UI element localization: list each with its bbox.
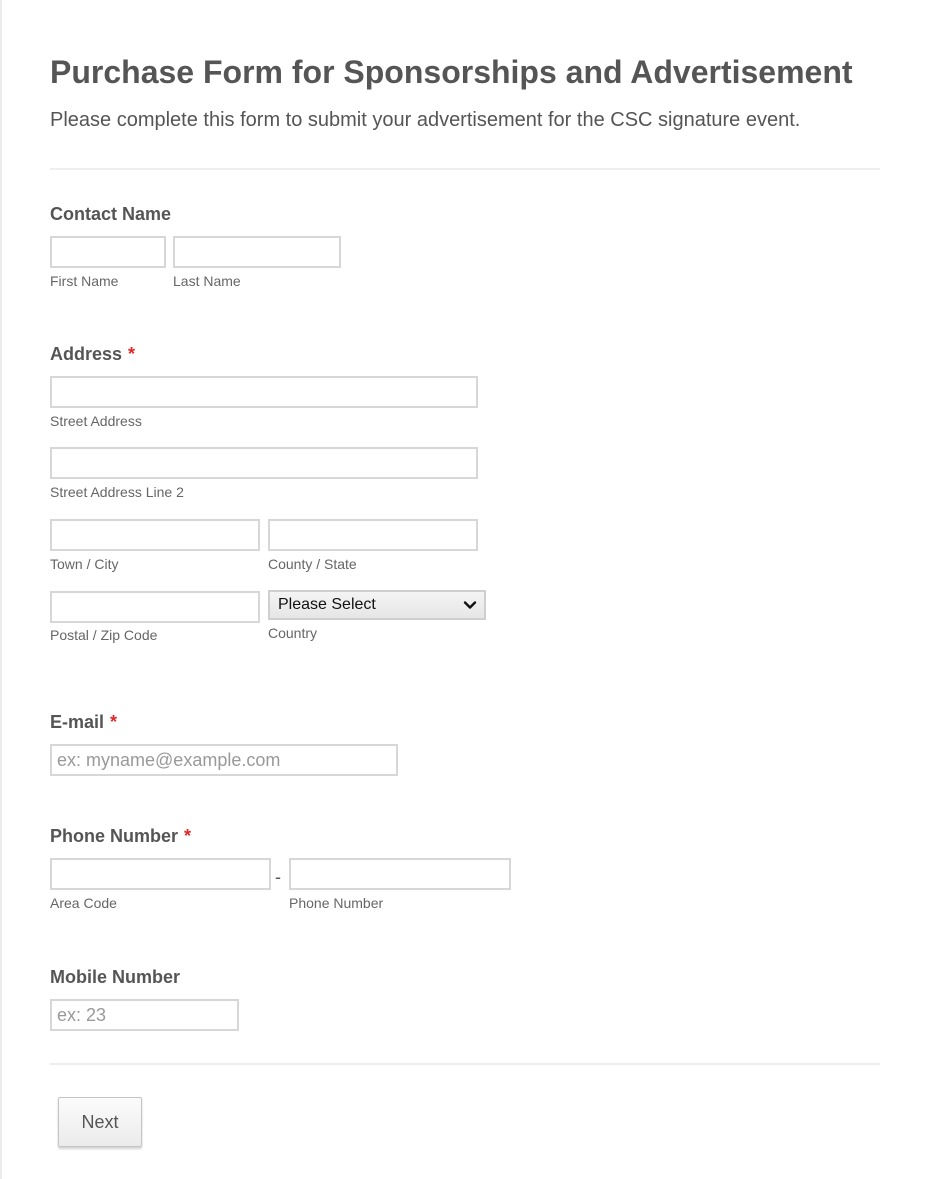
- email-label: [50, 712, 117, 733]
- city-input[interactable]: [50, 519, 260, 551]
- header-divider: [50, 168, 880, 170]
- last-name-sublabel: Last Name: [173, 273, 241, 289]
- email-input[interactable]: [50, 744, 398, 776]
- phone-number-sublabel: Phone Number: [289, 895, 384, 911]
- required-marker: *: [184, 826, 192, 846]
- address-label: [50, 344, 135, 365]
- phone-label-text: Phone Number: [50, 826, 179, 846]
- required-marker: *: [128, 344, 136, 364]
- first-name-input[interactable]: [50, 236, 166, 268]
- country-sublabel: Country: [268, 625, 318, 641]
- mobile-number-input[interactable]: [50, 999, 239, 1031]
- address-label-text: Address: [50, 344, 123, 364]
- area-code-sublabel: Area Code: [50, 895, 117, 911]
- chevron-down-icon: [462, 597, 478, 613]
- mobile-label-text: Mobile Number: [50, 967, 181, 987]
- form-title: Purchase Form for Sponsorships and Advertisement: [50, 54, 853, 90]
- state-sublabel: County / State: [268, 556, 357, 572]
- country-select-value: Please Select: [278, 596, 376, 613]
- street-address-input[interactable]: [50, 376, 478, 408]
- postal-code-sublabel: Postal / Zip Code: [50, 627, 158, 643]
- postal-code-input[interactable]: [50, 591, 260, 623]
- page-edge: [0, 0, 2, 1179]
- phone-number-input[interactable]: [289, 858, 511, 890]
- city-sublabel: Town / City: [50, 556, 119, 572]
- email-label-text: E-mail: [50, 712, 105, 732]
- street-address-line2-sublabel: Street Address Line 2: [50, 484, 184, 500]
- state-input[interactable]: [268, 519, 478, 551]
- mobile-label: [50, 967, 180, 988]
- contact-name-label-text: Contact Name: [50, 204, 172, 224]
- area-code-input[interactable]: [50, 858, 271, 890]
- country-select[interactable]: [268, 590, 486, 620]
- first-name-sublabel: First Name: [50, 273, 119, 289]
- next-button[interactable]: Next: [58, 1097, 142, 1147]
- last-name-input[interactable]: [173, 236, 341, 268]
- required-marker: *: [110, 712, 118, 732]
- phone-separator: -: [275, 867, 281, 887]
- phone-label: [50, 826, 191, 847]
- street-address-sublabel: Street Address: [50, 413, 142, 429]
- contact-name-label: [50, 204, 171, 225]
- street-address-line2-input[interactable]: [50, 447, 478, 479]
- form-subtitle: Please complete this form to submit your advertisement for the CSC signature event.: [50, 109, 801, 131]
- footer-divider: [50, 1063, 880, 1065]
